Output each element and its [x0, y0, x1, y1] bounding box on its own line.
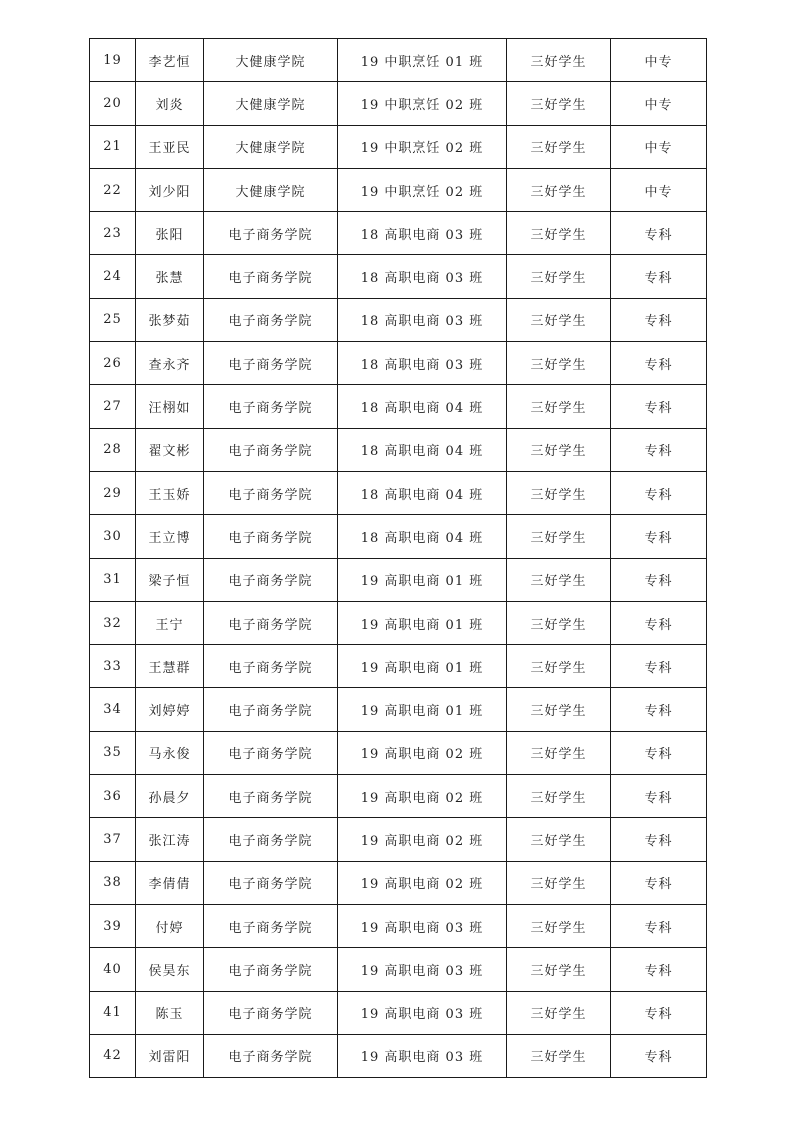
award-cell: 三好学生 [507, 168, 611, 211]
table-row [90, 688, 707, 731]
education-level-cell: 专科 [611, 471, 707, 514]
student-name-cell: 张梦茹 [136, 298, 204, 341]
award-cell: 三好学生 [507, 948, 611, 991]
student-name-cell: 王立博 [136, 515, 204, 558]
award-cell: 三好学生 [507, 255, 611, 298]
class-cell: 19 高职电商 01 班 [338, 558, 507, 601]
award-cell: 三好学生 [507, 39, 611, 82]
class-cell: 18 高职电商 03 班 [338, 255, 507, 298]
table-row [90, 39, 707, 82]
student-name-cell: 付婷 [136, 904, 204, 947]
award-cell: 三好学生 [507, 212, 611, 255]
award-cell: 三好学生 [507, 645, 611, 688]
class-cell: 19 高职电商 01 班 [338, 601, 507, 644]
class-cell: 18 高职电商 04 班 [338, 471, 507, 514]
row-number-cell: 22 [90, 168, 136, 211]
roster-body [90, 39, 707, 1078]
student-name-cell: 张慧 [136, 255, 204, 298]
college-cell: 电子商务学院 [204, 948, 338, 991]
education-level-cell: 专科 [611, 861, 707, 904]
education-level-cell: 中专 [611, 168, 707, 211]
table-row [90, 212, 707, 255]
row-number-cell: 35 [90, 731, 136, 774]
student-name-cell: 王慧群 [136, 645, 204, 688]
student-name-cell: 陈玉 [136, 991, 204, 1034]
education-level-cell: 专科 [611, 645, 707, 688]
college-cell: 大健康学院 [204, 82, 338, 125]
class-cell: 19 中职烹饪 02 班 [338, 125, 507, 168]
award-cell: 三好学生 [507, 818, 611, 861]
table-row [90, 515, 707, 558]
college-cell: 大健康学院 [204, 39, 338, 82]
student-name-cell: 马永俊 [136, 731, 204, 774]
table-row [90, 125, 707, 168]
education-level-cell: 专科 [611, 385, 707, 428]
student-name-cell: 李倩倩 [136, 861, 204, 904]
table-row [90, 731, 707, 774]
award-cell: 三好学生 [507, 82, 611, 125]
college-cell: 电子商务学院 [204, 645, 338, 688]
table-row [90, 471, 707, 514]
award-cell: 三好学生 [507, 904, 611, 947]
row-number-cell: 31 [90, 558, 136, 601]
award-cell: 三好学生 [507, 731, 611, 774]
row-number-cell: 42 [90, 1034, 136, 1077]
table-row [90, 818, 707, 861]
row-number-cell: 21 [90, 125, 136, 168]
student-name-cell: 梁子恒 [136, 558, 204, 601]
education-level-cell: 专科 [611, 558, 707, 601]
student-name-cell: 翟文彬 [136, 428, 204, 471]
row-number-cell: 23 [90, 212, 136, 255]
row-number-cell: 39 [90, 904, 136, 947]
table-row [90, 82, 707, 125]
student-name-cell: 刘炎 [136, 82, 204, 125]
education-level-cell: 专科 [611, 948, 707, 991]
table-row [90, 775, 707, 818]
award-cell: 三好学生 [507, 125, 611, 168]
education-level-cell: 专科 [611, 731, 707, 774]
college-cell: 电子商务学院 [204, 601, 338, 644]
college-cell: 电子商务学院 [204, 688, 338, 731]
award-cell: 三好学生 [507, 515, 611, 558]
student-name-cell: 孙晨夕 [136, 775, 204, 818]
class-cell: 19 高职电商 03 班 [338, 948, 507, 991]
award-cell: 三好学生 [507, 861, 611, 904]
award-roster-table [89, 38, 707, 1078]
class-cell: 19 高职电商 03 班 [338, 991, 507, 1034]
class-cell: 19 高职电商 03 班 [338, 1034, 507, 1077]
class-cell: 18 高职电商 04 班 [338, 515, 507, 558]
row-number-cell: 25 [90, 298, 136, 341]
table-row [90, 558, 707, 601]
education-level-cell: 专科 [611, 688, 707, 731]
class-cell: 19 高职电商 01 班 [338, 645, 507, 688]
row-number-cell: 37 [90, 818, 136, 861]
college-cell: 电子商务学院 [204, 861, 338, 904]
row-number-cell: 27 [90, 385, 136, 428]
student-name-cell: 张阳 [136, 212, 204, 255]
class-cell: 18 高职电商 04 班 [338, 428, 507, 471]
education-level-cell: 专科 [611, 428, 707, 471]
class-cell: 19 高职电商 01 班 [338, 688, 507, 731]
college-cell: 电子商务学院 [204, 904, 338, 947]
student-name-cell: 查永齐 [136, 342, 204, 385]
education-level-cell: 专科 [611, 818, 707, 861]
table-row [90, 601, 707, 644]
row-number-cell: 34 [90, 688, 136, 731]
student-name-cell: 王亚民 [136, 125, 204, 168]
class-cell: 18 高职电商 03 班 [338, 298, 507, 341]
row-number-cell: 24 [90, 255, 136, 298]
education-level-cell: 专科 [611, 212, 707, 255]
college-cell: 电子商务学院 [204, 731, 338, 774]
college-cell: 电子商务学院 [204, 212, 338, 255]
student-name-cell: 李艺恒 [136, 39, 204, 82]
education-level-cell: 专科 [611, 775, 707, 818]
student-name-cell: 刘雷阳 [136, 1034, 204, 1077]
student-name-cell: 王玉娇 [136, 471, 204, 514]
table-row [90, 861, 707, 904]
college-cell: 电子商务学院 [204, 1034, 338, 1077]
education-level-cell: 中专 [611, 39, 707, 82]
row-number-cell: 32 [90, 601, 136, 644]
education-level-cell: 专科 [611, 601, 707, 644]
education-level-cell: 专科 [611, 342, 707, 385]
student-name-cell: 张江涛 [136, 818, 204, 861]
award-cell: 三好学生 [507, 991, 611, 1034]
college-cell: 电子商务学院 [204, 558, 338, 601]
table-row [90, 904, 707, 947]
college-cell: 电子商务学院 [204, 775, 338, 818]
table-row [90, 255, 707, 298]
class-cell: 19 高职电商 03 班 [338, 904, 507, 947]
student-name-cell: 刘少阳 [136, 168, 204, 211]
table-row [90, 428, 707, 471]
class-cell: 19 中职烹饪 01 班 [338, 39, 507, 82]
education-level-cell: 中专 [611, 82, 707, 125]
row-number-cell: 40 [90, 948, 136, 991]
table-row [90, 385, 707, 428]
college-cell: 大健康学院 [204, 125, 338, 168]
education-level-cell: 中专 [611, 125, 707, 168]
award-cell: 三好学生 [507, 688, 611, 731]
award-cell: 三好学生 [507, 298, 611, 341]
row-number-cell: 19 [90, 39, 136, 82]
row-number-cell: 36 [90, 775, 136, 818]
award-cell: 三好学生 [507, 428, 611, 471]
class-cell: 18 高职电商 03 班 [338, 342, 507, 385]
award-cell: 三好学生 [507, 1034, 611, 1077]
education-level-cell: 专科 [611, 1034, 707, 1077]
award-cell: 三好学生 [507, 342, 611, 385]
college-cell: 电子商务学院 [204, 818, 338, 861]
table-row [90, 948, 707, 991]
row-number-cell: 29 [90, 471, 136, 514]
class-cell: 18 高职电商 04 班 [338, 385, 507, 428]
college-cell: 电子商务学院 [204, 342, 338, 385]
award-cell: 三好学生 [507, 775, 611, 818]
class-cell: 19 中职烹饪 02 班 [338, 168, 507, 211]
education-level-cell: 专科 [611, 904, 707, 947]
student-name-cell: 刘婷婷 [136, 688, 204, 731]
award-cell: 三好学生 [507, 385, 611, 428]
college-cell: 电子商务学院 [204, 515, 338, 558]
award-cell: 三好学生 [507, 558, 611, 601]
table-row [90, 342, 707, 385]
student-name-cell: 侯昊东 [136, 948, 204, 991]
table-row [90, 645, 707, 688]
education-level-cell: 专科 [611, 991, 707, 1034]
education-level-cell: 专科 [611, 255, 707, 298]
row-number-cell: 33 [90, 645, 136, 688]
table-row [90, 298, 707, 341]
education-level-cell: 专科 [611, 298, 707, 341]
class-cell: 18 高职电商 03 班 [338, 212, 507, 255]
class-cell: 19 高职电商 02 班 [338, 775, 507, 818]
table-row [90, 991, 707, 1034]
award-cell: 三好学生 [507, 601, 611, 644]
college-cell: 电子商务学院 [204, 471, 338, 514]
row-number-cell: 41 [90, 991, 136, 1034]
college-cell: 电子商务学院 [204, 298, 338, 341]
college-cell: 电子商务学院 [204, 385, 338, 428]
row-number-cell: 20 [90, 82, 136, 125]
college-cell: 电子商务学院 [204, 991, 338, 1034]
education-level-cell: 专科 [611, 515, 707, 558]
row-number-cell: 28 [90, 428, 136, 471]
student-name-cell: 王宁 [136, 601, 204, 644]
award-cell: 三好学生 [507, 471, 611, 514]
table-row [90, 168, 707, 211]
college-cell: 大健康学院 [204, 168, 338, 211]
class-cell: 19 高职电商 02 班 [338, 861, 507, 904]
class-cell: 19 高职电商 02 班 [338, 731, 507, 774]
class-cell: 19 高职电商 02 班 [338, 818, 507, 861]
row-number-cell: 38 [90, 861, 136, 904]
row-number-cell: 26 [90, 342, 136, 385]
college-cell: 电子商务学院 [204, 255, 338, 298]
student-name-cell: 汪栩如 [136, 385, 204, 428]
class-cell: 19 中职烹饪 02 班 [338, 82, 507, 125]
row-number-cell: 30 [90, 515, 136, 558]
college-cell: 电子商务学院 [204, 428, 338, 471]
table-row [90, 1034, 707, 1077]
